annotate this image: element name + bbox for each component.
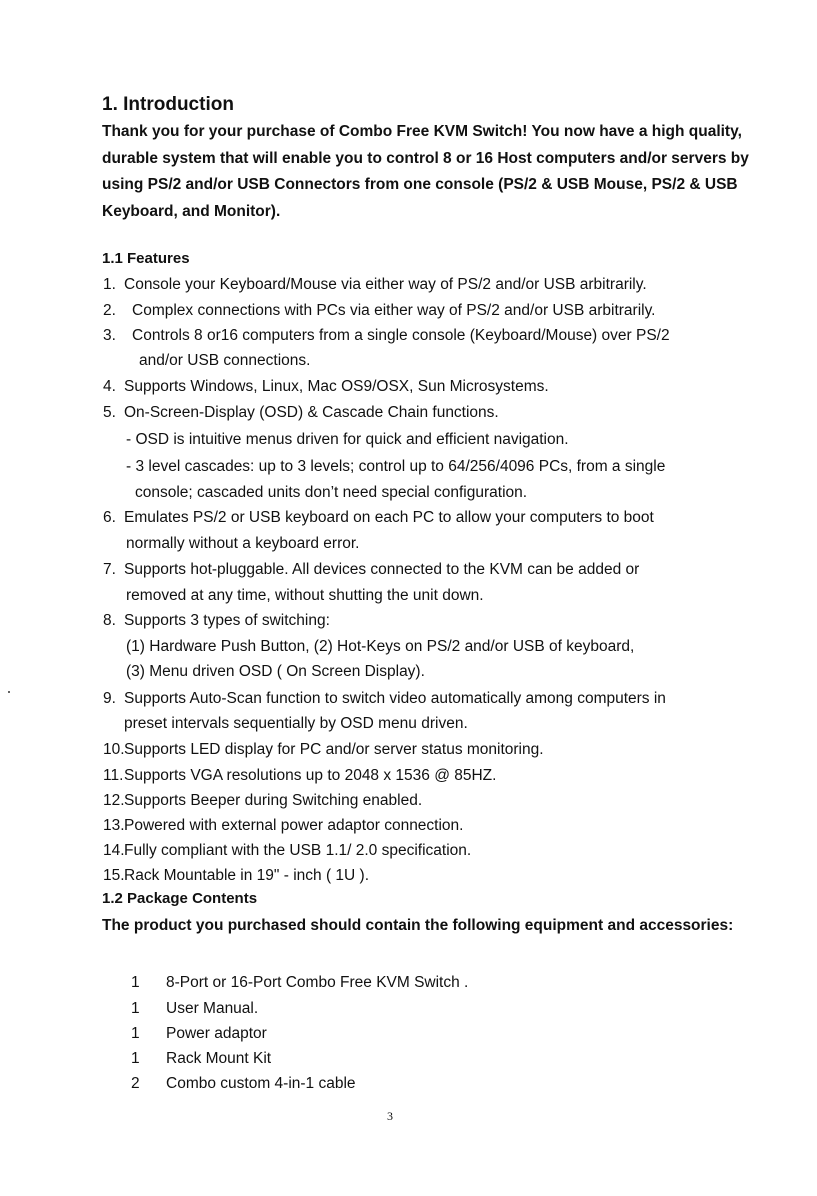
feature-text-continued: removed at any time, without shutting the unit down. [126, 587, 484, 604]
feature-text: Supports 3 types of switching: [124, 612, 330, 629]
package-qty: 1 [131, 1050, 140, 1067]
feature-text: Powered with external power adaptor connection. [124, 817, 464, 834]
feature-subitem-continued: console; cascaded units don’t need special configuration. [135, 484, 528, 501]
feature-text: Complex connections with PCs via either way of PS/2 and/or USB arbitrarily. [132, 302, 656, 319]
package-item-name: Power adaptor [166, 1025, 267, 1042]
package-intro: The product you purchased should contain the following equipment and accessories: [102, 917, 734, 934]
feature-number: 1. [103, 276, 116, 293]
feature-number: 13. [103, 817, 125, 834]
feature-text: Supports Auto-Scan function to switch video automatically among computers in [124, 690, 666, 707]
feature-number: 7. [103, 561, 116, 578]
package-item-name: Combo custom 4-in-1 cable [166, 1075, 356, 1092]
feature-number: 4. [103, 378, 116, 395]
features-heading: 1.1 Features [102, 250, 190, 267]
package-item-name: Rack Mount Kit [166, 1050, 272, 1067]
feature-number: 2. [103, 302, 116, 319]
feature-text: Supports Beeper during Switching enabled. [124, 792, 423, 809]
page-number: 3 [387, 1109, 393, 1123]
package-qty: 2 [131, 1075, 140, 1092]
feature-number: 5. [103, 404, 116, 421]
feature-text: Rack Mountable in 19" - inch ( 1U ). [124, 867, 369, 884]
package-qty: 1 [131, 1000, 140, 1017]
feature-text: Console your Keyboard/Mouse via either way of PS/2 and/or USB arbitrarily. [124, 276, 647, 293]
feature-number: 10. [103, 741, 125, 758]
feature-subitem: - OSD is intuitive menus driven for quick and efficient navigation. [126, 431, 569, 448]
feature-subitem: (1) Hardware Push Button, (2) Hot-Keys on PS/2 and/or USB of keyboard, [126, 638, 635, 655]
feature-number: 11. [103, 767, 124, 784]
feature-number: 12. [103, 792, 125, 809]
feature-text: Supports LED display for PC and/or server status monitoring. [124, 741, 544, 758]
feature-number: 14. [103, 842, 125, 859]
page-title: 1. Introduction [102, 94, 234, 115]
scan-speck [8, 691, 10, 693]
feature-text: On-Screen-Display (OSD) & Cascade Chain functions. [124, 404, 499, 421]
feature-number: 3. [103, 327, 116, 344]
feature-number: 9. [103, 690, 116, 707]
feature-text: Supports hot-pluggable. All devices connected to the KVM can be added or [124, 561, 640, 578]
feature-subitem: - 3 level cascades: up to 3 levels; control up to 64/256/4096 PCs, from a single [126, 458, 666, 475]
feature-text: Emulates PS/2 or USB keyboard on each PC to allow your computers to boot [124, 509, 654, 526]
feature-text: Supports VGA resolutions up to 2048 x 1536 @ 85HZ. [124, 767, 497, 784]
feature-subitem: (3) Menu driven OSD ( On Screen Display). [126, 663, 425, 680]
package-qty: 1 [131, 1025, 140, 1042]
feature-text-continued: and/or USB connections. [139, 352, 311, 369]
feature-number: 6. [103, 509, 116, 526]
feature-text: Fully compliant with the USB 1.1/ 2.0 specification. [124, 842, 472, 859]
feature-text: Supports Windows, Linux, Mac OS9/OSX, Sun Microsystems. [124, 378, 549, 395]
package-item-name: 8-Port or 16-Port Combo Free KVM Switch . [166, 974, 469, 991]
feature-number: 8. [103, 612, 116, 629]
feature-text-continued: preset intervals sequentially by OSD menu driven. [124, 715, 468, 732]
feature-text: Controls 8 or16 computers from a single console (Keyboard/Mouse) over PS/2 [132, 327, 670, 344]
feature-text-continued: normally without a keyboard error. [126, 535, 360, 552]
package-heading: 1.2 Package Contents [102, 890, 258, 907]
intro-paragraph: Thank you for your purchase of Combo Free KVM Switch! You now have a high quality, durable system that will enable you to control 8 or 16 Host computers and/or servers by using PS/2 and/or USB Connectors from one console (PS/2 & USB Mouse, PS/2 & USB Keyboard, and Monitor). [102, 123, 749, 220]
package-item-name: User Manual. [166, 1000, 259, 1017]
feature-number: 15. [103, 867, 125, 884]
package-qty: 1 [131, 974, 140, 991]
